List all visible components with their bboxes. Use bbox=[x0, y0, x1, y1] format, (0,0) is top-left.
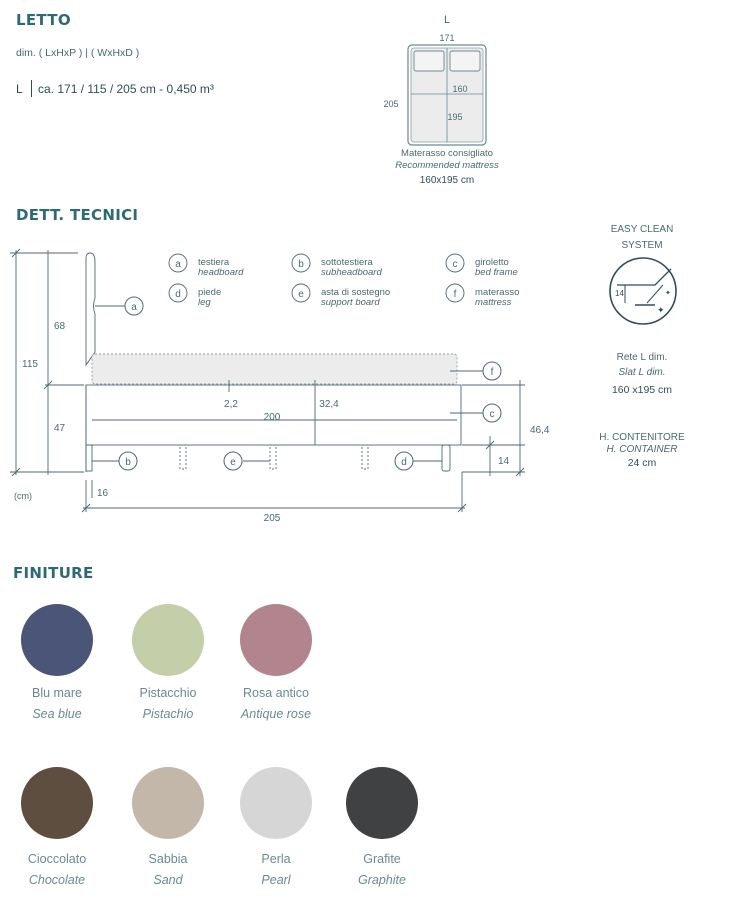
callout-f bbox=[483, 362, 501, 380]
dim-total-height: 115 bbox=[22, 359, 38, 370]
swatch-name-en: Sea blue bbox=[32, 707, 82, 721]
swatch-pearl[interactable] bbox=[240, 767, 312, 839]
svg-text:b: b bbox=[125, 457, 131, 468]
svg-text:mattress: mattress bbox=[475, 297, 512, 308]
plan-mattress-length: 195 bbox=[447, 112, 463, 122]
section-title-letto: LETTO bbox=[16, 11, 71, 29]
svg-text:f: f bbox=[453, 289, 457, 300]
dim-2-2: 2,2 bbox=[224, 399, 238, 410]
svg-text:e: e bbox=[230, 457, 236, 468]
dim-32-4: 32,4 bbox=[319, 399, 339, 410]
dim-offset: 16 bbox=[97, 488, 109, 499]
plan-pillow-left bbox=[414, 51, 444, 71]
dimension-format-label: dim. ( LxHxP ) | ( WxHxD ) bbox=[16, 47, 140, 59]
size-divider bbox=[31, 80, 32, 97]
callout-b bbox=[119, 452, 137, 470]
plan-size-label: L bbox=[443, 14, 451, 26]
plan-width-value: 171 bbox=[439, 33, 455, 43]
side-elevation-diagram bbox=[0, 240, 560, 530]
dim-unit: (cm) bbox=[14, 491, 32, 501]
swatch-name-en: Pearl bbox=[261, 873, 291, 887]
swatch-name-en: Sand bbox=[153, 873, 183, 887]
svg-text:d: d bbox=[175, 289, 181, 300]
dim-inner-length: 200 bbox=[263, 412, 281, 423]
recommended-mattress-it: Materasso consigliato bbox=[401, 148, 493, 159]
callout-c bbox=[483, 404, 501, 422]
plan-length-value: 205 bbox=[383, 99, 399, 109]
plan-mattress-width: 160 bbox=[452, 84, 468, 94]
section-title-technical: DETT. TECNICI bbox=[16, 206, 139, 224]
swatch-chocolate[interactable] bbox=[21, 767, 93, 839]
svg-text:headboard: headboard bbox=[198, 267, 244, 278]
svg-text:e: e bbox=[298, 289, 304, 300]
svg-text:subheadboard: subheadboard bbox=[321, 267, 382, 278]
swatch-name-en: Antique rose bbox=[240, 707, 312, 721]
swatch-graphite[interactable] bbox=[346, 767, 418, 839]
svg-text:✦: ✦ bbox=[665, 290, 671, 297]
svg-text:c: c bbox=[489, 409, 495, 420]
recommended-mattress-size: 160x195 cm bbox=[419, 175, 475, 186]
size-code: L bbox=[16, 82, 23, 96]
slat-label-en: Slat L dim. bbox=[618, 367, 666, 378]
svg-text:14: 14 bbox=[615, 289, 624, 298]
svg-text:a: a bbox=[175, 259, 181, 270]
plan-pillow-right bbox=[450, 51, 480, 71]
callout-d bbox=[395, 452, 413, 470]
svg-text:support board: support board bbox=[321, 297, 380, 308]
svg-text:asta di sostegno: asta di sostegno bbox=[321, 287, 391, 298]
swatch-name-it: Perla bbox=[261, 852, 291, 866]
container-label-en: H. CONTAINER bbox=[606, 444, 678, 455]
swatch-name-en: Pistachio bbox=[142, 707, 194, 721]
easy-clean-icon bbox=[605, 255, 681, 327]
container-label-it: H. CONTENITORE bbox=[599, 432, 685, 443]
easy-clean-title-line1: EASY CLEAN bbox=[610, 224, 674, 235]
swatch-name-it: Cioccolato bbox=[27, 852, 87, 866]
svg-text:bed frame: bed frame bbox=[475, 267, 518, 278]
svg-text:d: d bbox=[401, 457, 407, 468]
dim-leg-height: 14 bbox=[498, 456, 510, 467]
swatch-name-it: Pistacchio bbox=[139, 686, 197, 700]
section-title-finishes: FINITURE bbox=[13, 564, 94, 582]
svg-text:leg: leg bbox=[198, 297, 211, 308]
swatch-name-it: Grafite bbox=[363, 852, 401, 866]
svg-text:a: a bbox=[131, 302, 137, 313]
svg-text:f: f bbox=[490, 367, 494, 378]
swatch-sand[interactable] bbox=[132, 767, 204, 839]
svg-text:c: c bbox=[452, 259, 458, 270]
swatch-name-it: Rosa antico bbox=[242, 686, 309, 700]
svg-text:b: b bbox=[298, 259, 304, 270]
svg-text:sottotestiera: sottotestiera bbox=[321, 257, 373, 268]
container-size: 24 cm bbox=[627, 457, 657, 469]
slat-label-it: Rete L dim. bbox=[616, 352, 668, 363]
overall-dimensions: ca. 171 / 115 / 205 cm - 0,450 m³ bbox=[38, 82, 214, 96]
swatch-sea-blue[interactable] bbox=[21, 604, 93, 676]
swatch-name-it: Sabbia bbox=[148, 852, 188, 866]
dim-headboard-upper: 68 bbox=[54, 321, 66, 332]
svg-text:✦: ✦ bbox=[657, 305, 665, 315]
callout-e bbox=[224, 452, 242, 470]
swatch-pistachio[interactable] bbox=[132, 604, 204, 676]
svg-text:giroletto: giroletto bbox=[475, 257, 509, 268]
swatch-name-en: Chocolate bbox=[28, 873, 86, 887]
dim-headboard-lower: 47 bbox=[54, 423, 66, 434]
easy-clean-title-line2: SYSTEM bbox=[621, 240, 663, 251]
swatch-antique-rose[interactable] bbox=[240, 604, 312, 676]
svg-text:testiera: testiera bbox=[198, 257, 230, 268]
callout-a bbox=[125, 297, 143, 315]
dim-frame-height: 46,4 bbox=[530, 425, 550, 436]
svg-text:materasso: materasso bbox=[475, 287, 520, 298]
slat-size: 160 x195 cm bbox=[611, 384, 673, 396]
swatch-name-en: Graphite bbox=[358, 873, 406, 887]
svg-text:piede: piede bbox=[198, 287, 222, 298]
recommended-mattress-en: Recommended mattress bbox=[395, 160, 499, 171]
dim-total-length: 205 bbox=[263, 513, 281, 524]
swatch-name-it: Blu mare bbox=[31, 686, 83, 700]
